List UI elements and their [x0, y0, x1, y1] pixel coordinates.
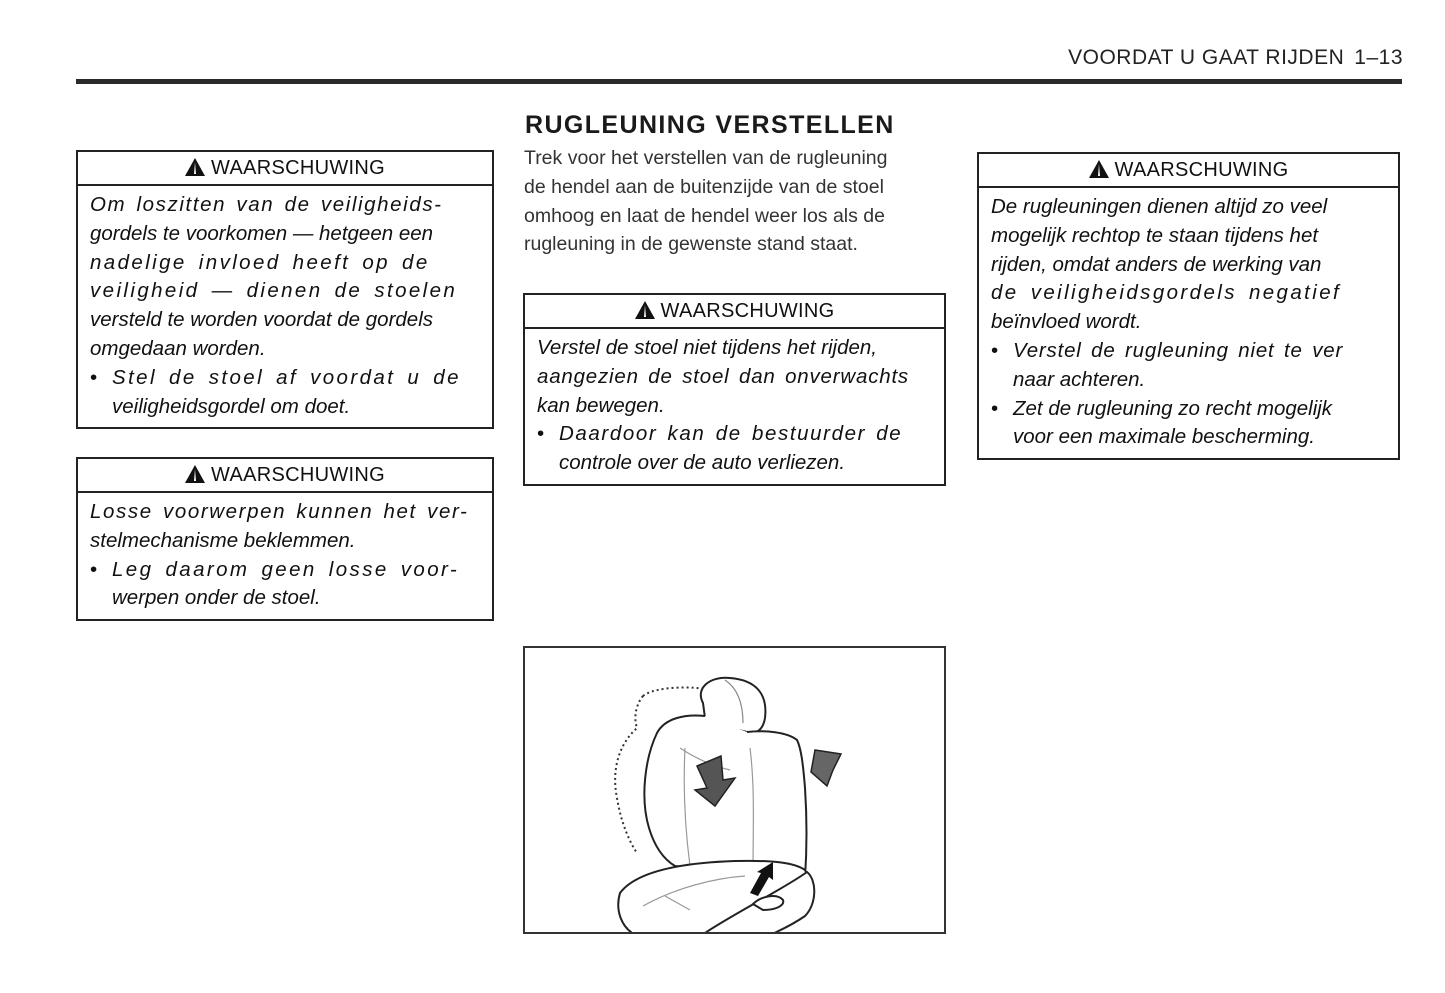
warning-triangle-icon [185, 465, 205, 483]
warning-triangle-icon [635, 301, 655, 319]
warning-heading: WAARSCHUWING [525, 295, 944, 329]
warning-text: Losse voorwerpen kunnen het ver- stelmechanisme beklemmen. • Leg daarom geen losse voor- werpen onder de stoel. [78, 493, 492, 619]
warning-box-no-adjust-while-driving [523, 293, 946, 486]
warning-bullet: • Stel de stoel af voordat u de veiligheidsgordel om doet. [90, 364, 480, 422]
header-rule [76, 79, 1402, 84]
warning-text: Om loszitten van de veiligheids- gordels te voorkomen — hetgeen een nadelige invloed heeft op de veiligheid — dienen de stoelen versteld te worden voordat de gordels omgedaan worden. • Stel de stoel af voordat u de veiligheidsgordel om doet. [78, 186, 492, 427]
chapter-title: VOORDAT U GAAT RIJDEN [1068, 46, 1345, 69]
warning-box-backrest-upright [977, 152, 1400, 460]
section-body: Trek voor het verstellen van de rugleuning de hendel aan de buitenzijde van de stoel omhoog en laat de hendel weer los als de rugleuning in de gewenste stand staat. [524, 147, 888, 256]
warning-bullet: • Leg daarom geen losse voor- werpen onder de stoel. [90, 556, 480, 614]
warning-heading: WAARSCHUWING [78, 459, 492, 493]
page-number: 1–13 [1354, 46, 1403, 69]
warning-text: Verstel de stoel niet tijdens het rijden, aangezien de stoel dan onverwachts kan bewegen. • Daardoor kan de bestuurder de controle over de auto verliezen. [525, 329, 944, 484]
warning-bullet: • Zet de rugleuning zo recht mogelijk voor een maximale bescherming. [991, 395, 1386, 453]
warning-box-loose-objects [76, 457, 494, 621]
warning-box-seat-adjust [76, 150, 494, 429]
warning-heading: WAARSCHUWING [979, 154, 1398, 188]
car-seat-icon [525, 648, 944, 932]
warning-triangle-icon [1089, 160, 1109, 178]
section-title: RUGLEUNING VERSTELLEN [525, 111, 895, 139]
warning-text: De rugleuningen dienen altijd zo veel mogelijk rechtop te staan tijdens het rijden, omdat anders de werking van de veiligheidsgordels negatief beïnvloed wordt. • Verstel de rugleuning niet te ver naar achteren. • Zet de rugleuning zo recht mogelijk voor een maximale bescherming. [979, 188, 1398, 458]
warning-bullet: • Verstel de rugleuning niet te ver naar achteren. [991, 337, 1386, 395]
running-header [1068, 46, 1403, 70]
warning-triangle-icon [185, 158, 205, 176]
warning-bullet: • Daardoor kan de bestuurder de controle over de auto verliezen. [537, 420, 932, 478]
warning-heading: WAARSCHUWING [78, 152, 492, 186]
seat-recline-illustration [523, 646, 946, 934]
